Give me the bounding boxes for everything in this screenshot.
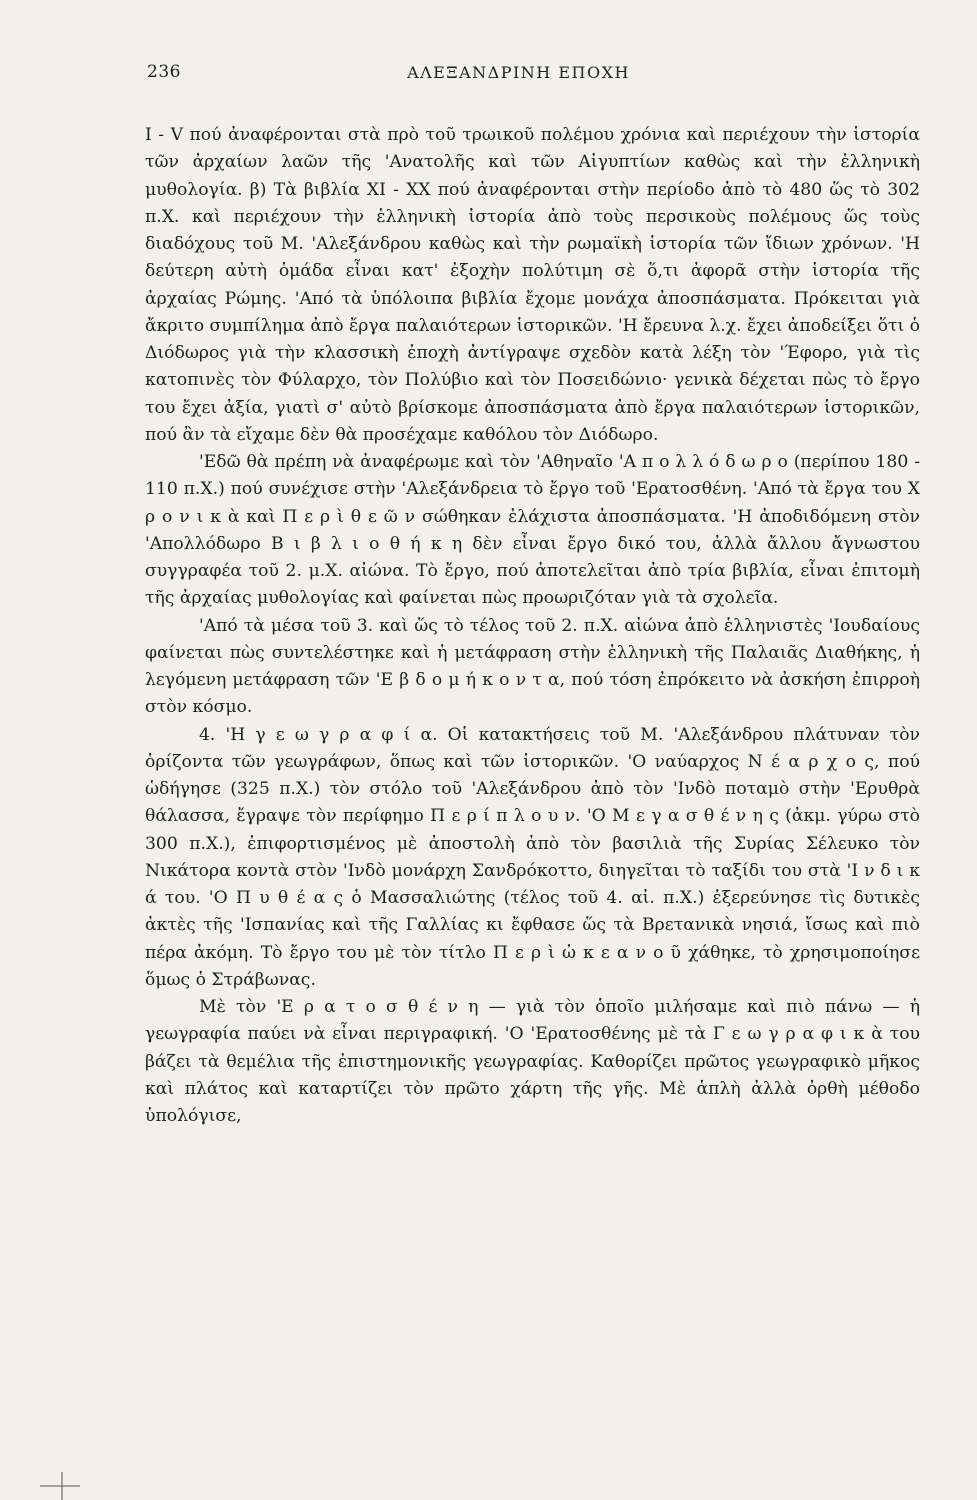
paragraph-geography: 4. 'Η γ ε ω γ ρ α φ ί α. Οἱ κατακτήσεις τοῦ Μ. 'Αλεξάνδρου πλάτυναν τὸν ὁρίζοντα τῶν γεωγράφων, ὅπως καὶ τῶν ἱστορικῶν. 'Ο ναύαρχος Ν έ α ρ χ ο ς, πού ὡδήγησε (325 π.Χ.) τὸν στόλο τοῦ 'Αλεξάνδρου ἀπὸ τὸν 'Ινδὸ ποταμὸ στὴν 'Ερυθρὰ θάλασσα, ἔγραψε τὸν περίφημο Π ε ρ ί π λ ο υ ν. 'Ο Μ ε γ α σ θ έ ν η ς (ἀκμ. γύρω στὸ 300 π.Χ.), ἐπιφορτισμένος μὲ ἀποστολὴ ἀπὸ τὸν βασιλιὰ τῆς Συρίας Σέλευκο τὸν Νικάτορα κοντὰ στὸν 'Ινδὸ μονάρχη Σανδρόκοττο, διηγεῖται τὸ ταξίδι του στὰ 'Ι ν δ ι κ ά του. 'Ο Π υ θ έ α ς ὁ Μασσαλιώτης (τέλος τοῦ 4. αἰ. π.Χ.) ἐξερεύνησε τὶς δυτικὲς ἀκτὲς τῆς 'Ισπανίας καὶ τῆς Γαλλίας κι ἔφθασε ὥς τὰ Βρετανικὰ νησιά, ἴσως καὶ πιὸ πέρα ἀκόμη. Τὸ ἔργο του μὲ τὸν τίτλο Π ε ρ ὶ ὠ κ ε α ν ο ῦ χάθηκε, τὸ χρησιμοποίησε ὅμως ὁ Στράβωνας. bbox=[145, 724, 920, 990]
paragraph-septuagint: 'Από τὰ μέσα τοῦ 3. καὶ ὥς τὸ τέλος τοῦ 2. π.Χ. αἰώνα ἀπὸ ἑλληνιστὲς 'Ιουδαίους φαίνεται πὼς συντελέστηκε καὶ ἡ μετάφραση στὴν ἑλληνικὴ τῆς Παλαιᾶς Διαθήκης, ἡ λεγόμενη μετάφραση τῶν 'Ε β δ ο μ ή κ ο ν τ α, πού τόση ἐπρόκειτο νὰ ἀσκήση ἐπιρροὴ στὸν κόσμο. bbox=[145, 615, 920, 718]
crop-mark-icon bbox=[40, 1468, 80, 1500]
paragraph-apollodorus: 'Εδῶ θὰ πρέπη νὰ ἀναφέρωμε καὶ τὸν 'Αθηναῖο 'Α π ο λ λ ό δ ω ρ ο (περίπου 180 - 110 π.Χ.) πού συνέχισε στὴν 'Αλεξάνδρεια τὸ ἔργο τοῦ 'Ερατοσθένη. 'Από τὰ ἔργα του Χ ρ ο ν ι κ ὰ καὶ Π ε ρ ὶ θ ε ῶ ν σώθηκαν ἐλάχιστα ἀποσπάσματα. 'Η ἀποδιδόμενη στὸν 'Απολλόδωρο Β ι β λ ι ο θ ή κ η δὲν εἶναι ἔργο δικό του, ἀλλὰ ἄλλου ἄγνωστου συγγραφέα τοῦ 2. μ.Χ. αἰώνα. Τὸ ἔργο, πού ἀποτελεῖται ἀπὸ τρία βιβλία, εἶναι ἐπιτομὴ τῆς ἀρχαίας μυθολογίας καὶ φαίνεται πὼς προωριζόταν γιὰ τὰ σχολεῖα. bbox=[145, 452, 920, 609]
page-body bbox=[145, 122, 920, 1130]
running-title: ΑΛΕΞΑΝΔΡΙΝΗ ΕΠΟΧΗ bbox=[407, 63, 630, 82]
paragraph-diodorus: I - V πού ἀναφέρονται στὰ πρὸ τοῦ τρωικοῦ πολέμου χρόνια καὶ περιέχουν τὴν ἱστορία τῶν ἀρχαίων λαῶν τῆς 'Ανατολῆς καὶ τῶν Αἰγυπτίων καθὼς καὶ τὴν ἑλληνικὴ μυθολογία. β) Τὰ βιβλία XI - XX πού ἀναφέρονται στὴν περίοδο ἀπὸ τὸ 480 ὥς τὸ 302 π.Χ. καὶ περιέχουν τὴν ἑλληνικὴ ἱστορία ἀπὸ τοὺς περσικοὺς πολέμους ὥς τοὺς διαδόχους τοῦ Μ. 'Αλεξάνδρου καθὼς καὶ τὴν ρωμαϊκὴ ἱστορία τῶν ἴδιων χρόνων. 'Η δεύτερη αὐτὴ ὁμάδα εἶναι κατ' ἐξοχὴν πολύτιμη σὲ ὅ,τι ἀφορᾶ στὴν ἱστορία τῆς ἀρχαίας Ρώμης. 'Από τὰ ὑπόλοιπα βιβλία ἔχομε μονάχα ἀποσπάσματα. Πρόκειται γιὰ ἄκριτο συμπίλημα ἀπὸ ἔργα παλαιότερων ἱστορικῶν. 'Η ἔρευνα λ.χ. ἔχει ἀποδείξει ὅτι ὁ Διόδωρος γιὰ τὴν κλασσικὴ ἐποχὴ ἀντίγραψε σχεδὸν κατὰ λέξη τὸν 'Έφορο, γιὰ τὶς κατοπινὲς τὸν Φύλαρχο, τὸν Πολύβιο καὶ τὸν Ποσειδώνιο· γενικὰ δέχεται πὼς τὸ ἔργο του ἔχει ἀξία, γιατὶ σ' αὐτὸ βρίσκομε ἀποσπάσματα ἀπὸ ἔργα παλαιότερων ἱστορικῶν, πού ἂν τὰ εἴχαμε δὲν θὰ προσέχαμε καθόλου τὸν Διόδωρο. bbox=[145, 125, 920, 445]
page-number: 236 bbox=[147, 62, 181, 82]
paragraph-eratosthenes: Μὲ τὸν 'Ε ρ α τ ο σ θ έ ν η — γιὰ τὸν ὁποῖο μιλήσαμε καὶ πιὸ πάνω — ἡ γεωγραφία παύει νὰ εἶναι περιγραφική. 'Ο 'Ερατοσθένης μὲ τὰ Γ ε ω γ ρ α φ ι κ ὰ του βάζει τὰ θεμέλια τῆς ἐπιστημονικῆς γεωγραφίας. Καθορίζει πρῶτος γεωγραφικὸ μῆκος καὶ πλάτος καὶ καταρτίζει τὸν πρῶτο χάρτη τῆς γῆς. Μὲ ἁπλὴ ἀλλὰ ὀρθὴ μέθοδο ὑπολόγισε, bbox=[145, 997, 920, 1126]
